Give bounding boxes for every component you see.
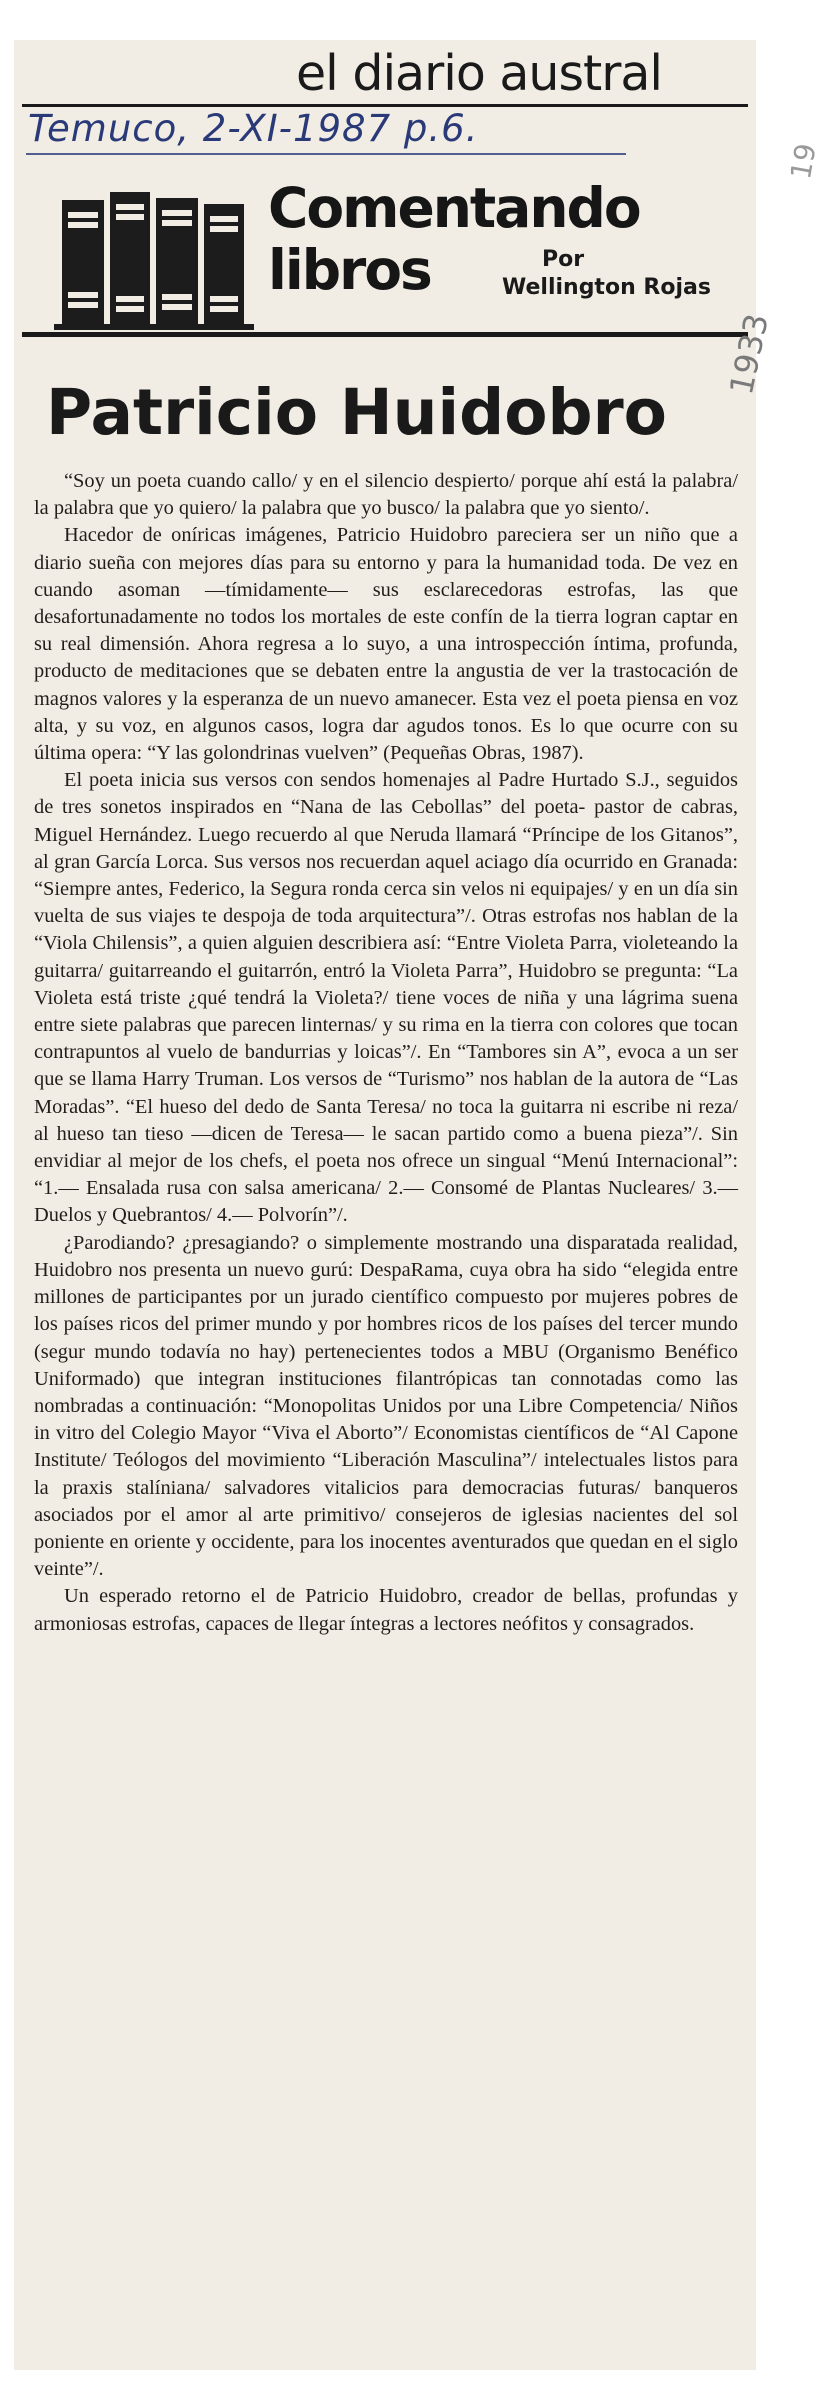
margin-note-small: 19 bbox=[784, 140, 823, 182]
books-logo-icon bbox=[54, 182, 254, 332]
article-paragraph: Un esperado retorno el de Patricio Huidobro, creador de bellas, profundas y armoniosas estrofas, capaces de llegar íntegras a lectores neófitos y consagrados. bbox=[34, 1585, 738, 1635]
byline bbox=[502, 246, 752, 306]
article-paragraph: El poeta inicia sus versos con sendos homenajes al Padre Hurtado S.J., seguidos de tres sonetos inspirados en “Nana de las Cebollas” del poeta- pastor de cabras, Miguel Hernández. Luego recuerdo al que Neruda llamará “Príncipe de los Gitanos”, al gran García Lorca. Sus versos nos recuerdan aquel aciago día ocurrido en Granada: “Siempre antes, Federico, la Segura ronda cerca sin velos ni equipajes/ y en un día sin vuelta de sus viajes te despoja de toda arquitectura”/. Otras estrofas nos hablan de la “Viola Chilensis”, a quien alguien describiera así: “Entre Violeta Parra, violeteando la guitarra/ guitarreando el guitarrón, entró la Violeta Parra”, Huidobro se pregunta: “La Violeta está triste ¿qué tendrá la Violeta?/ tiene voces de niña y una lágrima suena entre siete palabras que parecen linternas/ y su rima en la tierra con colores que tocan contrapuntos al vuelo de bandurrias y loicas”/. En “Tambores sin A”, evoca a un ser que se llama Harry Truman. Los versos de “Turismo” nos hablan de la autora de “Las Moradas”. “El hueso del dedo de Santa Teresa/ no toca la guitarra ni escribe ni reza/ al hueso tan tieso —dicen de Teresa— le sacan partido como a buena pieza”/. Sin envidiar al mejor de los chefs, el poeta nos ofrece un singual “Menú Internacional”: “1.— Ensalada rusa con salsa americana/ 2.— Consomé de Plantas Nucleares/ 3.— Duelos y Quebrantos/ 4.— Polvorín”/. bbox=[34, 769, 738, 1227]
byline-por: Por bbox=[542, 247, 585, 272]
margin-note-year: 1933 bbox=[722, 310, 777, 398]
handwritten-date-note: Temuco, 2-XI-1987 p.6. bbox=[28, 107, 479, 150]
article-body bbox=[34, 468, 738, 2348]
section-title-comentando: Comentando bbox=[268, 176, 640, 240]
newspaper-masthead: el diario austral bbox=[296, 45, 663, 102]
header-rule bbox=[22, 332, 748, 337]
article-paragraph: Hacedor de oníricas imágenes, Patricio Huidobro pareciera ser un niño que a diario sueña con mejores días para su entorno y para la humanidad toda. De vez en cuando asoman —tímidamente— sus esclarecedoras estrofas, las que desafortunadamente no todos los mortales de este confín de la tierra logran captar en su real dimensión. Ahora regresa a lo suyo, a una introspección íntima, profunda, producto de meditaciones que se debaten entre la angustia de ver la trastocación de magnos valores y la esperanza de un nuevo amanecer. Esta vez el poeta piensa en voz alta, y su voz, en algunos casos, logra dar agudos tonos. Es lo que ocurre con su última opera: “Y las golondrinas vuelven” (Pequeñas Obras, 1987). bbox=[34, 524, 738, 765]
article-paragraph: “Soy un poeta cuando callo/ y en el silencio despierto/ porque ahí está la palabra/ la palabra que yo quiero/ la palabra que yo busco/ la palabra que yo siento/. bbox=[34, 470, 738, 520]
article-title: Patricio Huidobro bbox=[46, 376, 667, 449]
handwritten-underline bbox=[26, 153, 626, 155]
article-paragraph: ¿Parodiando? ¿presagiando? o simplemente mostrando una disparatada realidad, Huidobro nos presenta un nuevo gurú: DespaRama, cuya obra ha sido “elegida entre millones de participantes por un jurado científico compuesto por mujeres pobres de los países ricos del primer mundo y por hombres ricos de los países del tercer mundo (segur mundo todavía no hay) pertenecientes todos a MBU (Organismo Benéfico Uniformado) que integran instituciones filantrópicas tan connotadas como las nombradas a continuación: “Monopolitas Unidos por una Libre Competencia/ Niños in vitro del Colegio Mayor “Viva el Aborto”/ Economistas científicos de “Al Capone Institute/ Teólogos del movimiento “Liberación Masculina”/ intelectuales listos para la praxis stalíniana/ salvadores vitalicios para democracias futuras/ banqueros asociados por el amor al arte primitivo/ consejeros de iglesias nacientes del sol poniente en oriente y occidente, para los inocentes aventurados que quedan en el siglo veinte”/. bbox=[34, 1231, 738, 1581]
byline-author: Wellington Rojas bbox=[502, 275, 711, 300]
section-title-libros: libros bbox=[268, 238, 431, 302]
